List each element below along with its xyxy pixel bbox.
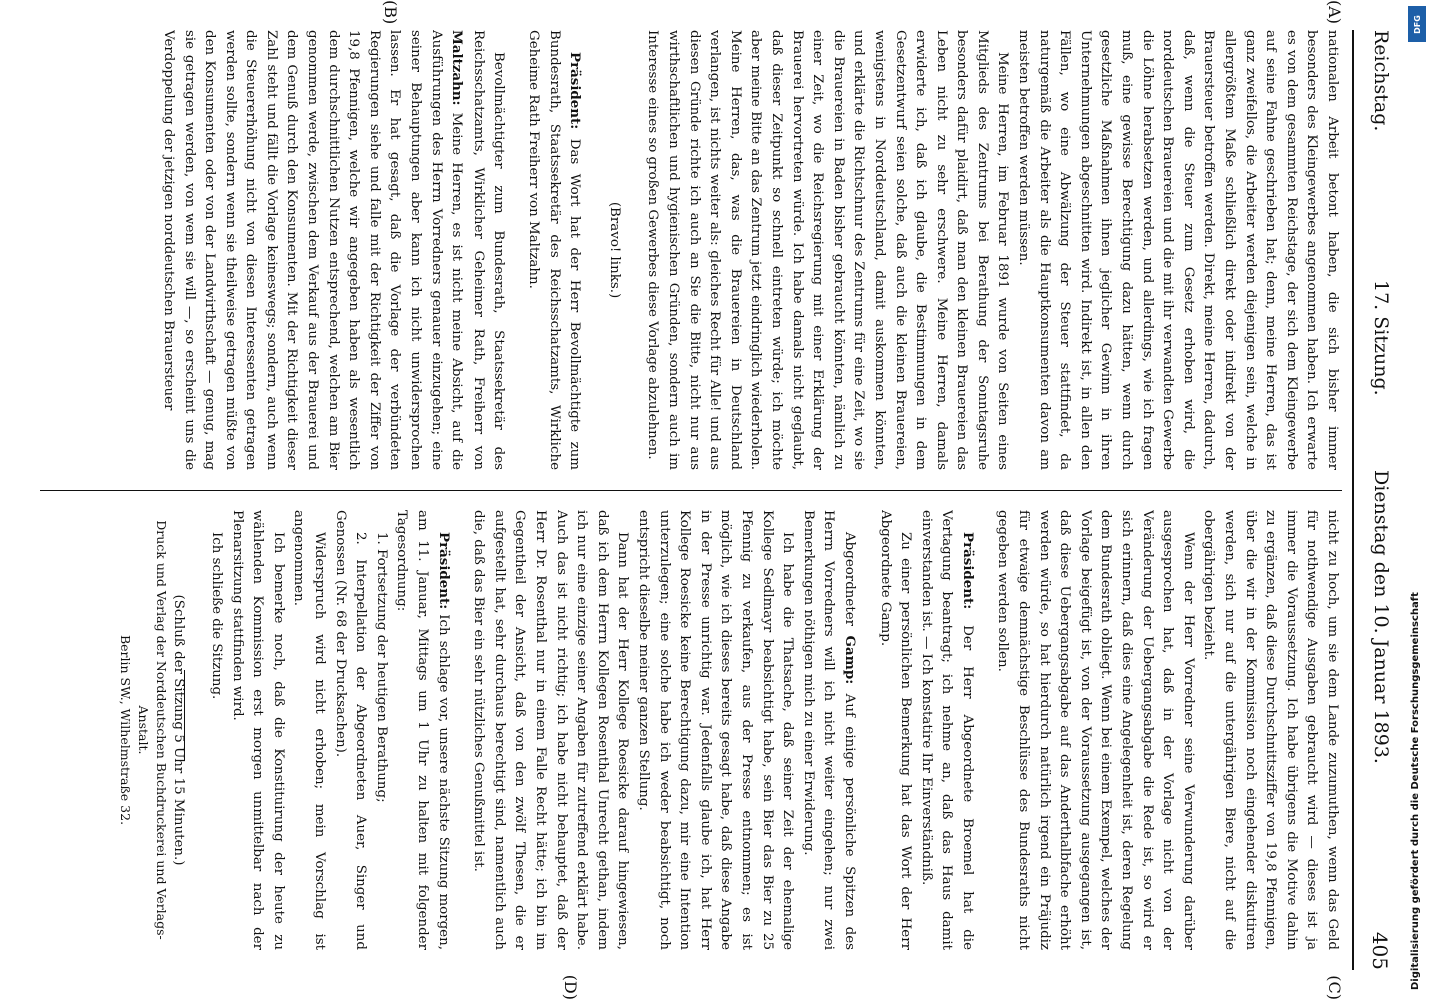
president-statement — [391, 510, 454, 950]
speech-text: Das Wort hat der Herr Bevollmächtigte zum Bundesrath, Staatssekretär des Reichsschatzamts, Wirkliche Geheime Rath Freiherr von Maltzahn. — [526, 30, 583, 470]
speech-text: Der Herr Abgeordnete Broemel hat die Vertagung beantragt; ich nehme an, daß das Haus damit einverstanden ist. — Ich konstatire Ihr Einverständniß. — [918, 510, 975, 950]
speech-text: Ich schlage vor, unsere nächste Sitzung morgen, am 11. Januar, Mittags um 1 Uhr zu halten mit folgender Tagesordnung: — [394, 510, 451, 950]
page-header — [1352, 30, 1400, 970]
speaker-label: Präsident: — [567, 52, 584, 130]
printer-footer — [116, 510, 170, 950]
header-session: 17. Sitzung. — [1370, 280, 1392, 396]
header-publication: Reichstag. — [1370, 30, 1392, 132]
header-date: Dienstag den 10. Januar 1893. — [1370, 470, 1392, 764]
paragraph: Wenn der Herr Vorredner seine Verwunderung darüber ausgesprochen hat, daß in der Vorlage nicht von der Veränderung der Uebergangsabgabe die Rede ist, so wird er sich erinnern, daß dies eine Angelegenheit ist, deren Regelung dem Bundesrath obliegt. Wenn bei einem Exempel, welches der Vorlage beigefügt ist, von der Voraussetzung ausgegangen ist, daß diese Uebergangsabgabe auf das Anderthalbfache erhöht werden würde, so hat hierdurch natürlich irgend ein Präjudiz für etwaige demnächstige Beschlüsse des Bundesraths nicht gegeben werden sollen. — [995, 510, 1196, 950]
president-statement — [522, 30, 585, 470]
footer-line: Druck und Verlag der Norddeutschen Buchdruckerei und Verlags-Anstalt. — [136, 520, 169, 940]
speaker-label: Gamp: — [841, 635, 858, 685]
agenda-item: 1. Fortsetzung der heutigen Berathung; — [373, 532, 389, 803]
footer-rule — [184, 670, 185, 760]
right-column — [40, 510, 1342, 950]
margin-letter-c: (C) — [1325, 975, 1344, 1000]
president-statement — [915, 510, 978, 950]
agenda-item: 2. Interpellation der Abgeordneten Auer, Singer und Genossen (Nr. 68 der Drucksachen). — [332, 510, 369, 950]
digitization-note — [1408, 0, 1428, 1000]
left-column — [40, 30, 1342, 470]
speech-text: Auf einige persönliche Spitzen des Herrn Vorredners will ich nicht weiter eingehen; nur zwei Bemerkungen nöthigen mich zu einer Erwiderung. — [800, 510, 857, 950]
paragraph: nicht zu hoch, um sie dem Lande zuzumuthen, wenn das Geld für nothwendige Ausgaben gebraucht wird — dieses ist ja immer die Voraussetzung. Ich habe übrigens die Motive dahin zu ergänzen, daß diese Durchschnittsziffer von 19,8 Pfennigen, über die wir in der Kommission noch eingehender diskutiren werden, sich nur auf die untergährigen Biere, nicht auf die obergährigen bezieht. — [1201, 510, 1340, 950]
paragraph: Ich bemerke noch, daß die Konstituirung der heute zu wählenden Kommission erst morgen unmittelbar nach der Plenarsitzung stattfinden wird. — [229, 510, 286, 950]
digitization-text: Digitalisierung gefördert durch die Deutsche Forschungsgemeinschaft — [1410, 592, 1421, 990]
speech-text: Meine Herren, es ist nicht meine Absicht, auf die Ausführungen des Herrn Vorredners genauer einzugehen; eine seiner Behauptungen aber kann ich nicht unwidersprochen lassen. Er hat gesagt, daß die Vorlage der verbündeten Regierungen siehe und falle mit der Richtigkeit der Ziffer von 19,8 Pfennigen, welche wir angegeben haben als wesentlich dem durchschnittlichen Nutzen entsprechend, welchen am Bier genommen werde, zwischen dem Verkauf aus der Brauerei und dem Genuß durch den Konsumenten. Mit der Richtigkeit dieser Zahl steht und fällt die Vorlage keineswegs; sondern, auch wenn die Steuererhöhung nicht von diesen Interessenten getragen werden sollte, sondern wenn sie theilweise getragen müßte von den Konsumenten oder von der Landwirthschaft — genug, mag sie getragen werden, von wem sie will —, so erscheint uns die Verdoppelung der jetzigen norddeutschen Brauersteuer — [160, 30, 465, 470]
paragraph: Ich schließe die Sitzung. — [209, 532, 225, 700]
column-divider — [40, 490, 1342, 491]
document-page — [40, 0, 1400, 1000]
speaker-label: Maltzahn: — [449, 30, 466, 106]
closing-note: (Schluß der Sitzung 5 Uhr 15 Minuten.) — [170, 594, 186, 866]
paragraph: nationalen Arbeit betont haben, die sich bisher immer besonders des Kleingewerbes angenommen haben. Ich erwarte es von dem gesammten Reichstage, der sich dem Kleingewerbe auf seine Fahne geschrieben hat; denn, meine Herren, das ist ganz zweifellos, die Arbeiter werden diejenigen sein, welche in allergrößtem Maße schließlich direkt oder indirekt von der Brauersteuer betroffen werden. Direkt, meine Herren, dadurch, daß, wenn die Steuer zum Gesetz erhoben wird, die norddeutschen Brauereien und die mit ihr verwandten Gewerbe die Löhne herabsetzen werden, und allerdings, wie ich fragen muß, eine gewisse Berechtigung dazu hätten, wenn durch gesetzliche Maßnahmen ihnen jeglicher Gewinn in ihren Unternehmungen abgeschnitten wird. Indirekt ist, in allen den Fällen, wo eine Abwälzung der Steuer stattfindet, da naturgemäß die Arbeiter als die Hauptkonsumenten davon am meisten betroffen werden müssen. — [1016, 30, 1340, 470]
speaker-label: Präsident: — [435, 532, 452, 610]
paragraph: Ich habe die Thatsache, daß seiner Zeit der ehemalige Kollege Sedlmayr beabsichtigt habe, sein Bier das Bier zu 25 Pfennig zu verkaufen, aus der Presse entnommen; es ist möglich, wie ich dieses bereits gesagt habe, daß diese Angabe in der Presse unrichtig war. Jedenfalls glaube ich, hat Herr Kollege Roesicke keine Berechtigung dazu, mir eine Intention unterzulegen; eine solche habe ich weder beabsichtigt, noch entspricht dieselbe meiner ganzen Stellung. — [636, 510, 796, 950]
dfg-logo: DFG — [1408, 6, 1426, 42]
footer-line: Berlin SW., Wilhelmstraße 32. — [118, 634, 133, 826]
margin-letter-b: (B) — [381, 0, 400, 25]
speaker-title: Bevollmächtigter zum Bundesrath, Staatssekretär des Reichsschatzamts, Wirklicher Geheimer Rath, Freiherr von — [470, 30, 507, 470]
margin-letter-d: (D) — [561, 974, 580, 1000]
maltzahn-statement — [157, 30, 508, 470]
paragraph: Meine Herren, im Februar 1891 wurde von Seiten eines Mitglieds des Zentrums bei Berathung der Sonntagsruhe besonders dafür plaidirt, daß man den kleinen Brauereien das Leben nicht zu sehr erschwere. Meine Herren, damals erwiderte ich, daß ich glaube, die Bestimmungen in dem Gesetzentwurf seien solche, daß auch die kleinen Brauereien, wenigstens in Norddeutschland, damit auskommen könnten, und erklärte die Richtschnur des Zentrums für eine Zeit, wo sie die Brauereien in Baden bisher gebraucht könnten, nämlich zu einer Zeit, wo die Reichsregierung mit einer Erklärung der Brauerei hervortreten würde. Ich habe damals nicht geglaubt, daß dieser Zeitpunkt so schnell eintreten würde; ich möchte aber meine Bitte an das Zentrum jetzt eindringlich wiederholen. Meine Herren, das, was die Brauereien in Deutschland verlangen, ist nichts weiter als: gleiches Recht für Alle! und aus diesen Gründe richte ich auch an Sie die Bitte, nicht nur aus wirthschaftlichen und hygienischen Gründen, sondern auch im Interesse eines so großen Gewerbes diese Vorlage abzulehnen. — [645, 30, 1011, 470]
paragraph: Zu einer persönlichen Bemerkung hat das Wort der Herr Abgeordnete Gamp. — [877, 510, 914, 950]
speaker-label: Präsident: — [959, 532, 976, 610]
applause-note: (Bravo! links.) — [606, 201, 622, 299]
margin-letter-a: (A) — [1325, 0, 1344, 25]
paragraph: Widerspruch wird nicht erhoben; mein Vorschlag ist angenommen. — [291, 510, 328, 950]
page-number: 405 — [1368, 931, 1392, 970]
paragraph: Dann hat der Herr Kollege Roesicke darauf hingewiesen, daß ich dem Herrn Kollegen Rosenthal Unrecht gethan, indem ich nur eine einzige seiner Angaben für zutreffend erklärt habe. Auch das ist nicht richtig; ich habe nicht behauptet, daß der Herr Dr. Rosenthal nur in einem Falle Recht hätte; ich bin im Gegentheil der Ansicht, daß von den zwölf Thesen, die er aufgestellt hat, sehr durchaus berechtigt sind, namentlich auch die, daß das Bier ein sehr nützliches Genußmittel ist. — [471, 510, 631, 950]
gamp-statement — [797, 510, 860, 950]
speaker-title: Abgeordneter — [841, 532, 857, 627]
